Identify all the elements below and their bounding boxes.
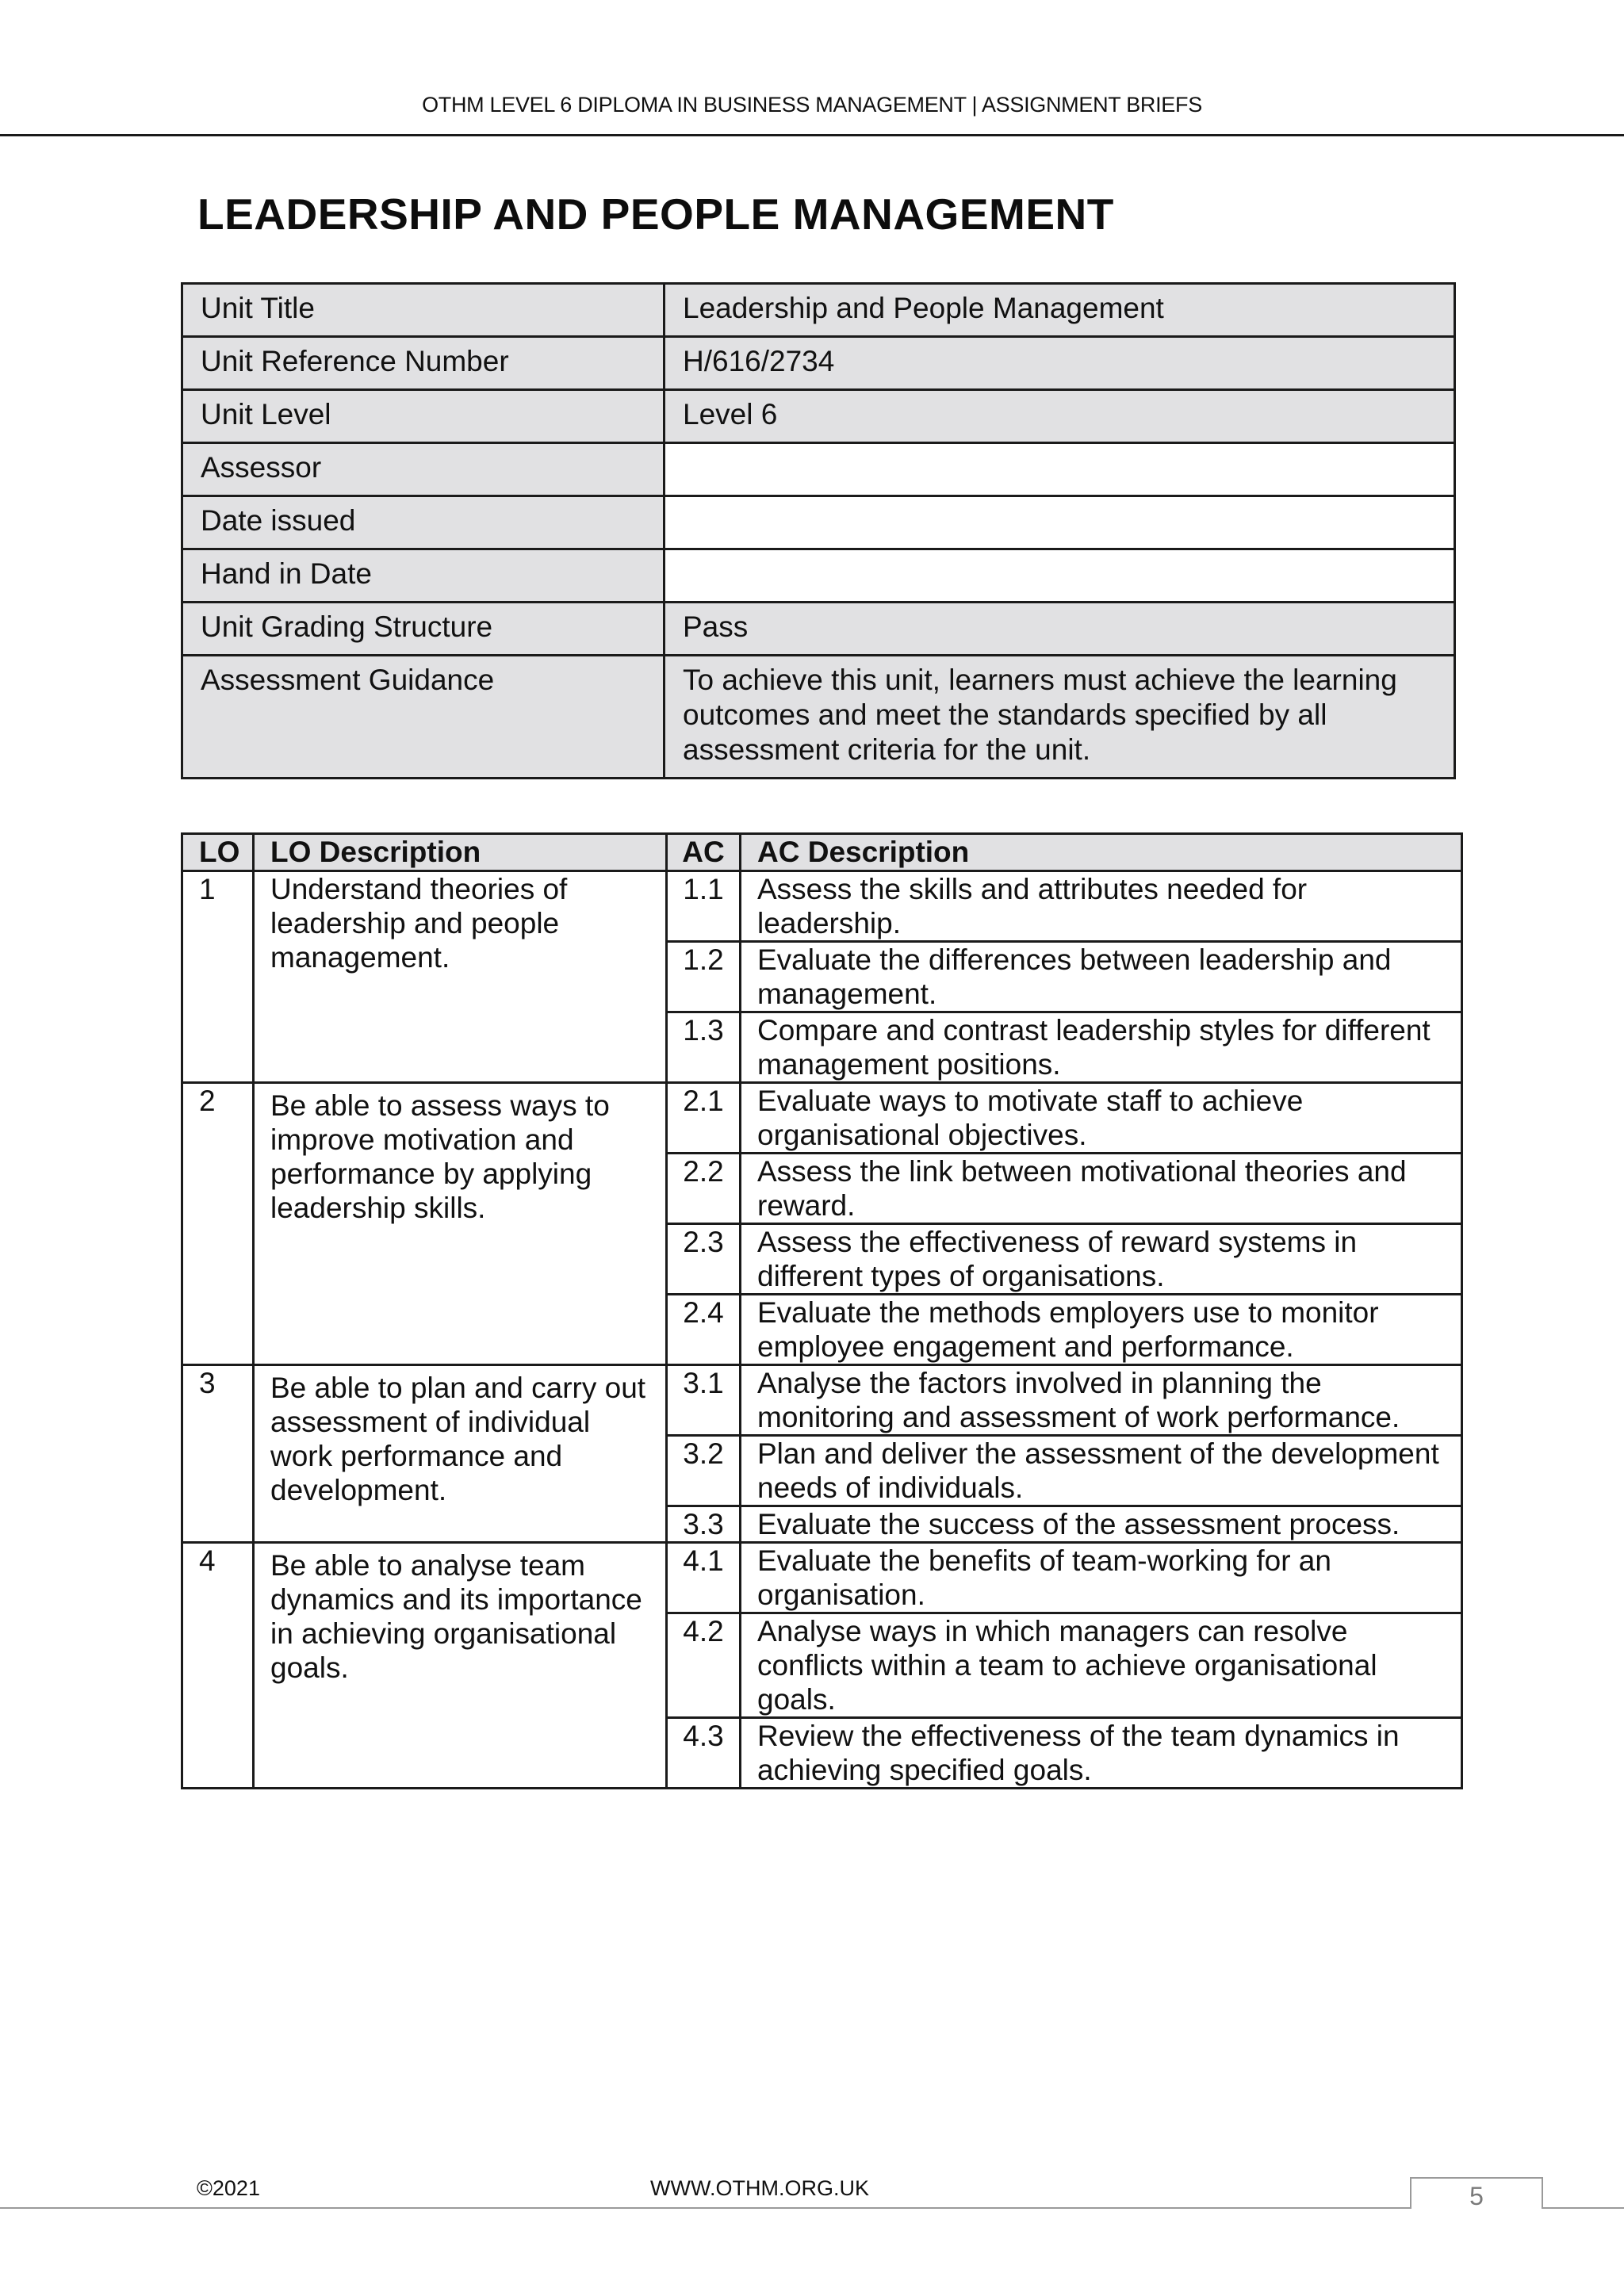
lo-table-body bbox=[182, 871, 1462, 1789]
ac-number: 3.1 bbox=[667, 1365, 741, 1436]
ac-number: 2.3 bbox=[667, 1224, 741, 1295]
unit-info-value bbox=[665, 496, 1455, 549]
ac-description: Analyse ways in which managers can resolve conflicts within a team to achieve organisational goals. bbox=[741, 1613, 1462, 1718]
ac-number: 4.1 bbox=[667, 1543, 741, 1613]
ac-description-header: AC Description bbox=[741, 834, 1462, 871]
ac-number: 4.3 bbox=[667, 1718, 741, 1789]
lo-description: Be able to analyse team dynamics and its importance in achieving organisational goals. bbox=[254, 1543, 667, 1789]
unit-info-value: Level 6 bbox=[665, 390, 1455, 443]
unit-info-row bbox=[182, 656, 1455, 779]
ac-description: Compare and contrast leadership styles for different management positions. bbox=[741, 1012, 1462, 1083]
unit-info-value bbox=[665, 549, 1455, 603]
unit-info-table bbox=[181, 282, 1456, 779]
table-row bbox=[182, 871, 1462, 942]
ac-number: 3.2 bbox=[667, 1436, 741, 1506]
ac-description: Review the effectiveness of the team dynamics in achieving specified goals. bbox=[741, 1718, 1462, 1789]
learning-outcomes-table bbox=[181, 832, 1463, 1789]
ac-number: 1.2 bbox=[667, 942, 741, 1012]
ac-description: Assess the link between motivational theories and reward. bbox=[741, 1154, 1462, 1224]
ac-description: Assess the skills and attributes needed for leadership. bbox=[741, 871, 1462, 942]
unit-info-label: Assessment Guidance bbox=[182, 656, 665, 779]
ac-number: 1.3 bbox=[667, 1012, 741, 1083]
lo-number: 4 bbox=[182, 1543, 254, 1789]
unit-info-label: Assessor bbox=[182, 443, 665, 496]
unit-info-value: Leadership and People Management bbox=[665, 284, 1455, 337]
lo-description: Be able to assess ways to improve motivation and performance by applying leadership skills. bbox=[254, 1083, 667, 1365]
ac-description: Evaluate the methods employers use to monitor employee engagement and performance. bbox=[741, 1295, 1462, 1365]
unit-info-value: Pass bbox=[665, 603, 1455, 656]
table-row bbox=[182, 1083, 1462, 1154]
ac-description: Plan and deliver the assessment of the development needs of individuals. bbox=[741, 1436, 1462, 1506]
ac-description: Evaluate ways to motivate staff to achieve organisational objectives. bbox=[741, 1083, 1462, 1154]
ac-number: 2.1 bbox=[667, 1083, 741, 1154]
lo-table-header-row bbox=[182, 834, 1462, 871]
unit-info-value bbox=[665, 443, 1455, 496]
ac-number: 4.2 bbox=[667, 1613, 741, 1718]
unit-info-body bbox=[182, 284, 1455, 779]
unit-info-row bbox=[182, 390, 1455, 443]
footer-copyright: ©2021 bbox=[197, 2176, 260, 2200]
ac-description: Evaluate the success of the assessment process. bbox=[741, 1506, 1462, 1543]
unit-info-label: Date issued bbox=[182, 496, 665, 549]
lo-number: 2 bbox=[182, 1083, 254, 1365]
unit-info-row bbox=[182, 496, 1455, 549]
ac-description: Evaluate the benefits of team-working for an organisation. bbox=[741, 1543, 1462, 1613]
unit-info-label: Unit Title bbox=[182, 284, 665, 337]
unit-info-row bbox=[182, 443, 1455, 496]
document-header: OTHM LEVEL 6 DIPLOMA IN BUSINESS MANAGEMENT | ASSIGNMENT BRIEFS bbox=[422, 93, 1202, 117]
page-number: 5 bbox=[1469, 2182, 1484, 2210]
ac-number: 2.4 bbox=[667, 1295, 741, 1365]
page-title: LEADERSHIP AND PEOPLE MANAGEMENT bbox=[197, 189, 1114, 239]
lo-header: LO bbox=[182, 834, 254, 871]
unit-info-label: Hand in Date bbox=[182, 549, 665, 603]
unit-info-row bbox=[182, 337, 1455, 390]
lo-number: 1 bbox=[182, 871, 254, 1083]
header-rule bbox=[0, 134, 1624, 136]
footer-rule-right bbox=[1540, 2207, 1624, 2209]
ac-description: Analyse the factors involved in planning the monitoring and assessment of work performance. bbox=[741, 1365, 1462, 1436]
unit-info-row bbox=[182, 603, 1455, 656]
unit-info-row bbox=[182, 549, 1455, 603]
lo-description: Understand theories of leadership and people management. bbox=[254, 871, 667, 1083]
lo-description: Be able to plan and carry out assessment of individual work performance and development. bbox=[254, 1365, 667, 1543]
unit-info-label: Unit Reference Number bbox=[182, 337, 665, 390]
ac-number: 2.2 bbox=[667, 1154, 741, 1224]
table-row bbox=[182, 1543, 1462, 1613]
footer-url: WWW.OTHM.ORG.UK bbox=[650, 2176, 869, 2200]
ac-number: 1.1 bbox=[667, 871, 741, 942]
unit-info-label: Unit Grading Structure bbox=[182, 603, 665, 656]
unit-info-value: H/616/2734 bbox=[665, 337, 1455, 390]
lo-number: 3 bbox=[182, 1365, 254, 1543]
ac-number: 3.3 bbox=[667, 1506, 741, 1543]
unit-info-row bbox=[182, 284, 1455, 337]
lo-description-header: LO Description bbox=[254, 834, 667, 871]
unit-info-value: To achieve this unit, learners must achieve the learning outcomes and meet the standards specified by all assessment criteria for the unit. bbox=[665, 656, 1455, 779]
ac-description: Evaluate the differences between leadership and management. bbox=[741, 942, 1462, 1012]
footer-rule bbox=[0, 2207, 1411, 2209]
ac-header: AC bbox=[667, 834, 741, 871]
table-row bbox=[182, 1365, 1462, 1436]
ac-description: Assess the effectiveness of reward systems in different types of organisations. bbox=[741, 1224, 1462, 1295]
unit-info-label: Unit Level bbox=[182, 390, 665, 443]
